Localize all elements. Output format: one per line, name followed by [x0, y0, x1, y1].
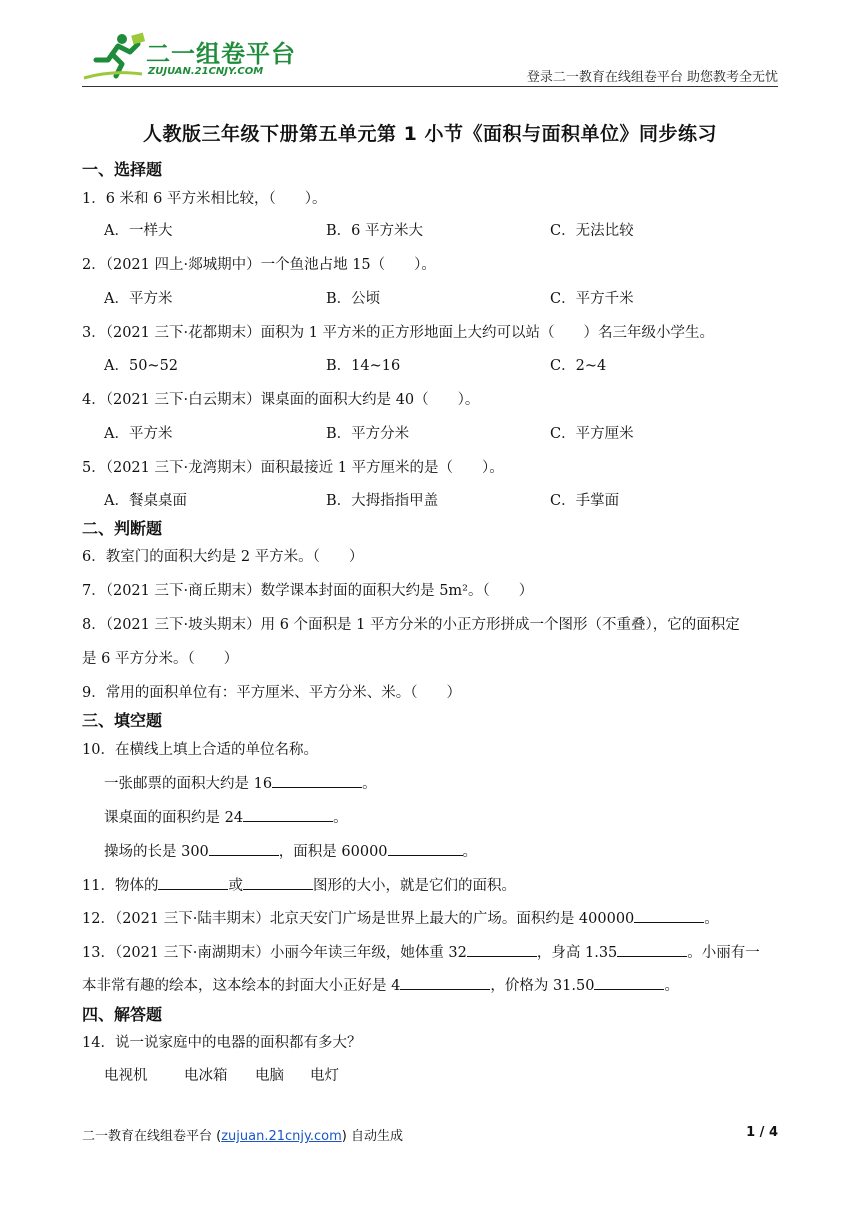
question-1: 1．6 米和 6 平方米相比较，（ ）。: [82, 191, 327, 207]
q12-text-b: 。: [704, 911, 719, 927]
q13-text-d: 本非常有趣的绘本，这本绘本的封面大小正好是 4: [82, 978, 401, 994]
q4-option-c: C．平方厘米: [550, 426, 634, 442]
q4-option-b: B．平方分米: [326, 426, 410, 442]
question-5: 5．（2021 三下·龙湾期末）面积最接近 1 平方厘米的是（ ）。: [82, 460, 504, 476]
question-4: 4．（2021 三下·白云期末）课桌面的面积大约是 40（ ）。: [82, 392, 480, 408]
question-8-line-1: 8．（2021 三下·坡头期末）用 6 个面积是 1 平方分米的小正方形拼成一个图形（不重叠），它的面积定: [82, 617, 740, 633]
q2-option-b: B．公顷: [326, 291, 381, 307]
question-10: 10．在横线上填上合适的单位名称。: [82, 742, 318, 758]
section-heading-answer: 四、解答题: [82, 1005, 163, 1024]
q5-option-a: A．餐桌桌面: [104, 493, 187, 509]
page-number: 1 / 4: [746, 1125, 778, 1140]
question-6: 6．教室门的面积大约是 2 平方米。（ ）: [82, 549, 364, 565]
q3-option-c: C．2~4: [550, 358, 607, 374]
header-divider: [82, 86, 778, 87]
q5-option-c: C．手掌面: [550, 493, 620, 509]
q14-item-lamp: 电灯: [310, 1068, 339, 1084]
q14-item-computer: 电脑: [255, 1068, 284, 1084]
q13-text-c: 。小丽有一: [687, 945, 760, 961]
footer-source: [82, 1125, 403, 1144]
question-7: 7．（2021 三下·商丘期末）数学课本封面的面积大约是 5m²。（ ）: [82, 583, 534, 599]
document-title: 人教版三年级下册第五单元第 1 小节《面积与面积单位》同步练习: [143, 123, 717, 145]
page-header: [82, 30, 778, 86]
q5-option-b: B．大拇指指甲盖: [326, 493, 439, 509]
question-8-line-2: 是 6 平方分米。（ ）: [82, 651, 239, 667]
q1-option-b: B．6 平方米大: [326, 223, 423, 239]
q10-line-3-end: 。: [462, 844, 478, 860]
section-heading-choice: 一、选择题: [82, 160, 163, 179]
q2-option-a: A．平方米: [104, 291, 173, 307]
logo[interactable]: [82, 30, 322, 86]
q10-line-1: [104, 772, 377, 793]
q10-line-3-mid: ，面积是 60000: [278, 844, 388, 860]
q12-text-a: 12．（2021 三下·陆丰期末）北京天安门广场是世界上最大的广场。面积约是 400000: [82, 911, 635, 927]
q14-item-fridge: 电冰箱: [184, 1068, 228, 1084]
q10-line-1-text: 一张邮票的面积大约是 16: [104, 776, 273, 792]
q13-text-f: 。: [664, 978, 679, 994]
section-heading-fill: 三、填空题: [82, 711, 163, 730]
answer-blank[interactable]: [400, 975, 490, 990]
section-heading-judgment: 二、判断题: [82, 519, 163, 538]
question-9: 9．常用的面积单位有：平方厘米、平方分米、米。（ ）: [82, 685, 461, 701]
q2-option-c: C．平方千米: [550, 291, 634, 307]
q14-item-tv: 电视机: [104, 1068, 148, 1084]
question-14: 14．说一说家庭中的电器的面积都有多大？: [82, 1035, 362, 1051]
logo-url: ZUJUAN.21CNJY.COM: [148, 66, 264, 77]
logo-title: 二一组卷平台: [146, 40, 296, 68]
q1-option-a: A．一样大: [104, 223, 173, 239]
answer-blank[interactable]: [467, 942, 537, 957]
q10-line-2-end: 。: [333, 810, 348, 826]
header-slogan[interactable]: 登录二一教育在线组卷平台 助您教考全无忧: [526, 70, 778, 85]
q11-text-b: 或: [228, 878, 243, 894]
q10-line-2: [104, 806, 348, 827]
answer-blank[interactable]: [272, 773, 362, 788]
q11-text-c: 图形的大小，就是它们的面积。: [312, 878, 516, 894]
question-11: [82, 874, 516, 895]
answer-blank[interactable]: [594, 975, 664, 990]
answer-blank[interactable]: [243, 807, 333, 822]
footer-link[interactable]: zujuan.21cnjy.com: [221, 1129, 342, 1144]
question-12: [82, 907, 719, 928]
q10-line-3-text: 操场的长是 300: [104, 844, 209, 860]
answer-blank[interactable]: [209, 841, 279, 856]
q13-text-b: ，身高 1.35: [536, 945, 618, 961]
question-2: 2．（2021 四上·郯城期中）一个鱼池占地 15（ ）。: [82, 257, 436, 273]
answer-blank[interactable]: [634, 908, 704, 923]
footer-text-a: 二一教育在线组卷平台 (: [82, 1129, 222, 1144]
answer-blank[interactable]: [243, 875, 313, 890]
running-man-logo-icon: [82, 30, 146, 82]
answer-blank[interactable]: [617, 942, 687, 957]
q3-option-a: A．50~52: [104, 358, 179, 374]
q13-text-e: ，价格为 31.50: [490, 978, 595, 994]
footer-text-b: ) 自动生成: [341, 1129, 403, 1144]
question-13-line-1: [82, 941, 760, 962]
question-3: 3．（2021 三下·花都期末）面积为 1 平方米的正方形地面上大约可以站（ ）名三年级小学生。: [82, 325, 715, 341]
q10-line-1-end: 。: [362, 776, 377, 792]
q10-line-2-text: 课桌面的面积约是 24: [104, 810, 244, 826]
q4-option-a: A．平方米: [104, 426, 173, 442]
q10-line-3: [104, 840, 477, 861]
question-13-line-2: [82, 974, 679, 995]
q11-text-a: 11．物体的: [82, 878, 159, 894]
q13-text-a: 13．（2021 三下·南湖期末）小丽今年读三年级，她体重 32: [82, 945, 467, 961]
answer-blank[interactable]: [388, 841, 463, 856]
q1-option-c: C．无法比较: [550, 223, 634, 239]
answer-blank[interactable]: [158, 875, 228, 890]
q3-option-b: B．14~16: [326, 358, 401, 374]
